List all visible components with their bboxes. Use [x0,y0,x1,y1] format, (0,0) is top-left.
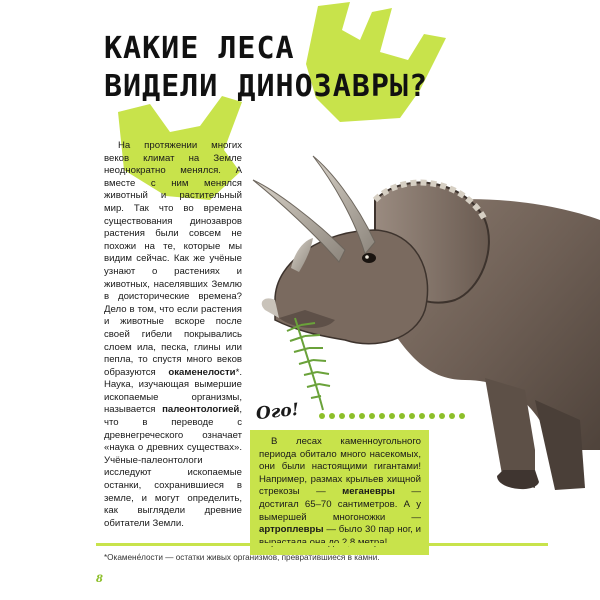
footnote: *Окамене́лости — остатки живых организмов, превратившиеся в камни. [104,553,380,562]
dotted-divider [318,409,466,423]
fact-exclamation: Ого! [255,399,301,425]
main-article-text [104,140,242,530]
term-paleontology: палеонтологией [162,404,240,416]
article-paragraph [104,140,242,530]
title-line-1: КАКИЕ ЛЕСА [104,31,295,66]
fact-box [250,430,429,555]
term-arthropleura: артроплевры [259,524,324,536]
title-line-2: ВИДЕЛИ ДИНОЗАВРЫ? [104,69,429,104]
fact-text-part-3: — было 30 пар ног, и [326,524,421,536]
page-number: 8 [96,574,103,585]
term-meganeura: меганевры [342,486,395,498]
page-title [104,30,428,106]
article-text-part-3: , что в переводе с древнегреческого означает «наука о древних существах». Учёные-палеонтологи исследуют ископаемые останки, сохранившиеся в земле, и могут определить, как выглядели древние обитатели Земли. [104,404,242,529]
fact-text-part-1: В лесах каменноугольного периода обитало много насекомых, они были настоящими гигантами! Например, размах крыльев хищной стрекозы — [259,436,421,498]
fact-text-part-2: — достигал 65–70 сантиметров. А у вымершей многоножки — [259,486,421,523]
fact-text [259,436,421,549]
article-text-part-1: На протяжении многих веков климат на Земле неоднократно менялся. А вместе с ним менялся животный и растительный мир. Так что во времена существования динозавров растения были совсем не похожи на те, которые мы видим сейчас. Как же учёные узнают о растениях и животных, населявших Землю в доисторические времена? Дело в том, что если растения и животные вскоре после своей гибели покрывались слоем ила, песка, глины или пепла, то спустя много веков образуются [104,140,242,378]
article-text-part-2: *. Наука, изучающая вымершие ископаемые организмы, называется [104,366,242,416]
term-fossils: окаменелости [168,366,236,378]
footnote-divider [96,543,548,546]
